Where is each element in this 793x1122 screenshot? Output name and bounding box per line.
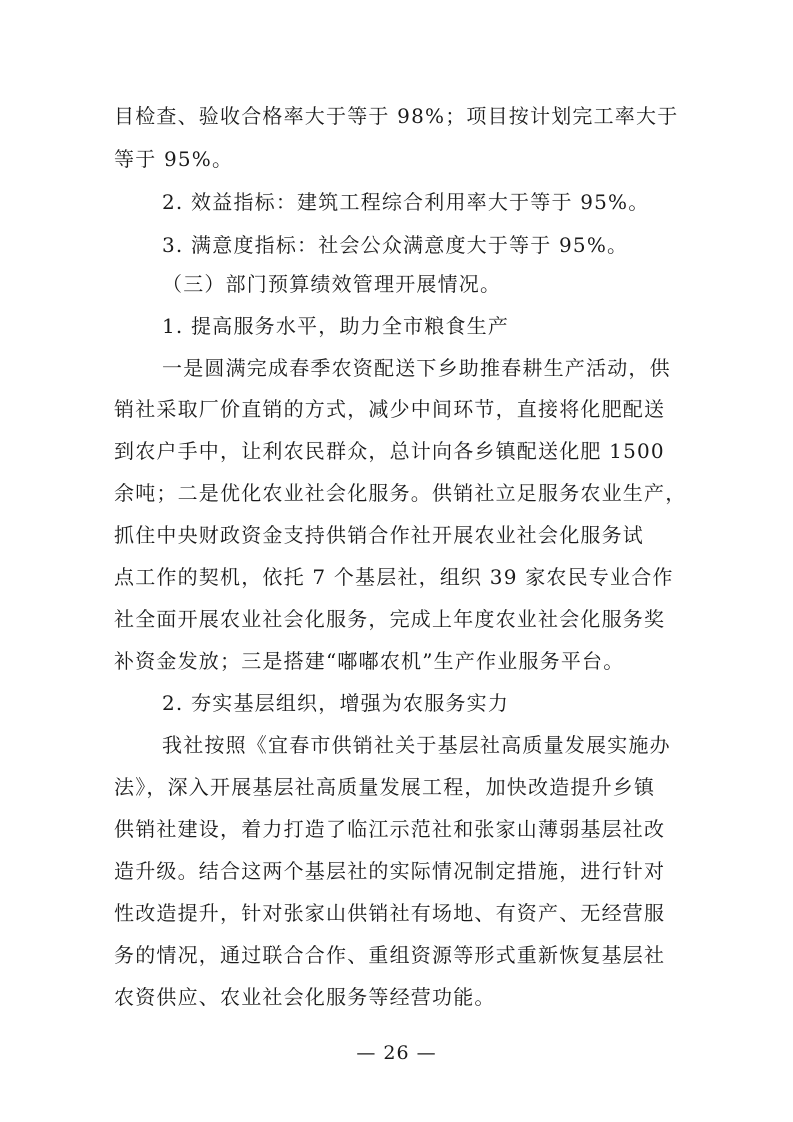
body-line: 社全面开展农业社会化服务，完成上年度农业社会化服务奖: [114, 607, 666, 631]
body-line: 法》，深入开展基层社高质量发展工程，加快改造提升乡镇: [114, 775, 656, 799]
body-line: 销社采取厂价直销的方式，减少中间环节，直接将化肥配送: [114, 397, 666, 421]
body-line: 抓住中央财政资金支持供销合作社开展农业社会化服务试: [114, 523, 644, 547]
body-line: 目检查、验收合格率大于等于 98%；项目按计划完工率大于: [114, 104, 679, 128]
body-line: 一是圆满完成春季农资配送下乡助推春耕生产活动，供: [162, 356, 671, 380]
page-number: — 26 —: [356, 1042, 437, 1064]
section-heading: （三）部门预算绩效管理开展情况。: [162, 272, 502, 296]
body-line: 2. 效益指标：建筑工程综合利用率大于等于 95%。: [162, 190, 650, 214]
body-line: 农资供应、农业社会化服务等经营功能。: [114, 985, 496, 1009]
body-line: 性改造提升，针对张家山供销社有场地、有资产、无经营服: [114, 901, 666, 925]
body-line: 到农户手中，让利农民群众，总计向各乡镇配送化肥 1500: [114, 439, 665, 463]
body-line: 我社按照《宜春市供销社关于基层社高质量发展实施办: [162, 733, 671, 757]
body-line: 务的情况，通过联合合作、重组资源等形式重新恢复基层社: [114, 943, 666, 967]
body-line: 供销社建设，着力打造了临江示范社和张家山薄弱基层社改: [114, 817, 666, 841]
subsection-heading: 2. 夯实基层组织，增强为农服务实力: [162, 691, 510, 715]
body-line: 等于 95%。: [114, 147, 234, 171]
subsection-heading: 1. 提高服务水平，助力全市粮食生产: [162, 314, 510, 338]
body-line: 3. 满意度指标：社会公众满意度大于等于 95%。: [162, 233, 629, 257]
body-line: 余吨；二是优化农业社会化服务。供销社立足服务农业生产，: [114, 481, 687, 505]
body-line: 补资金发放；三是搭建“嘟嘟农机”生产作业服务平台。: [114, 649, 625, 673]
body-line: 造升级。结合这两个基层社的实际情况制定措施，进行针对: [114, 859, 666, 883]
body-line: 点工作的契机，依托 7 个基层社，组织 39 家农民专业合作: [114, 565, 674, 589]
